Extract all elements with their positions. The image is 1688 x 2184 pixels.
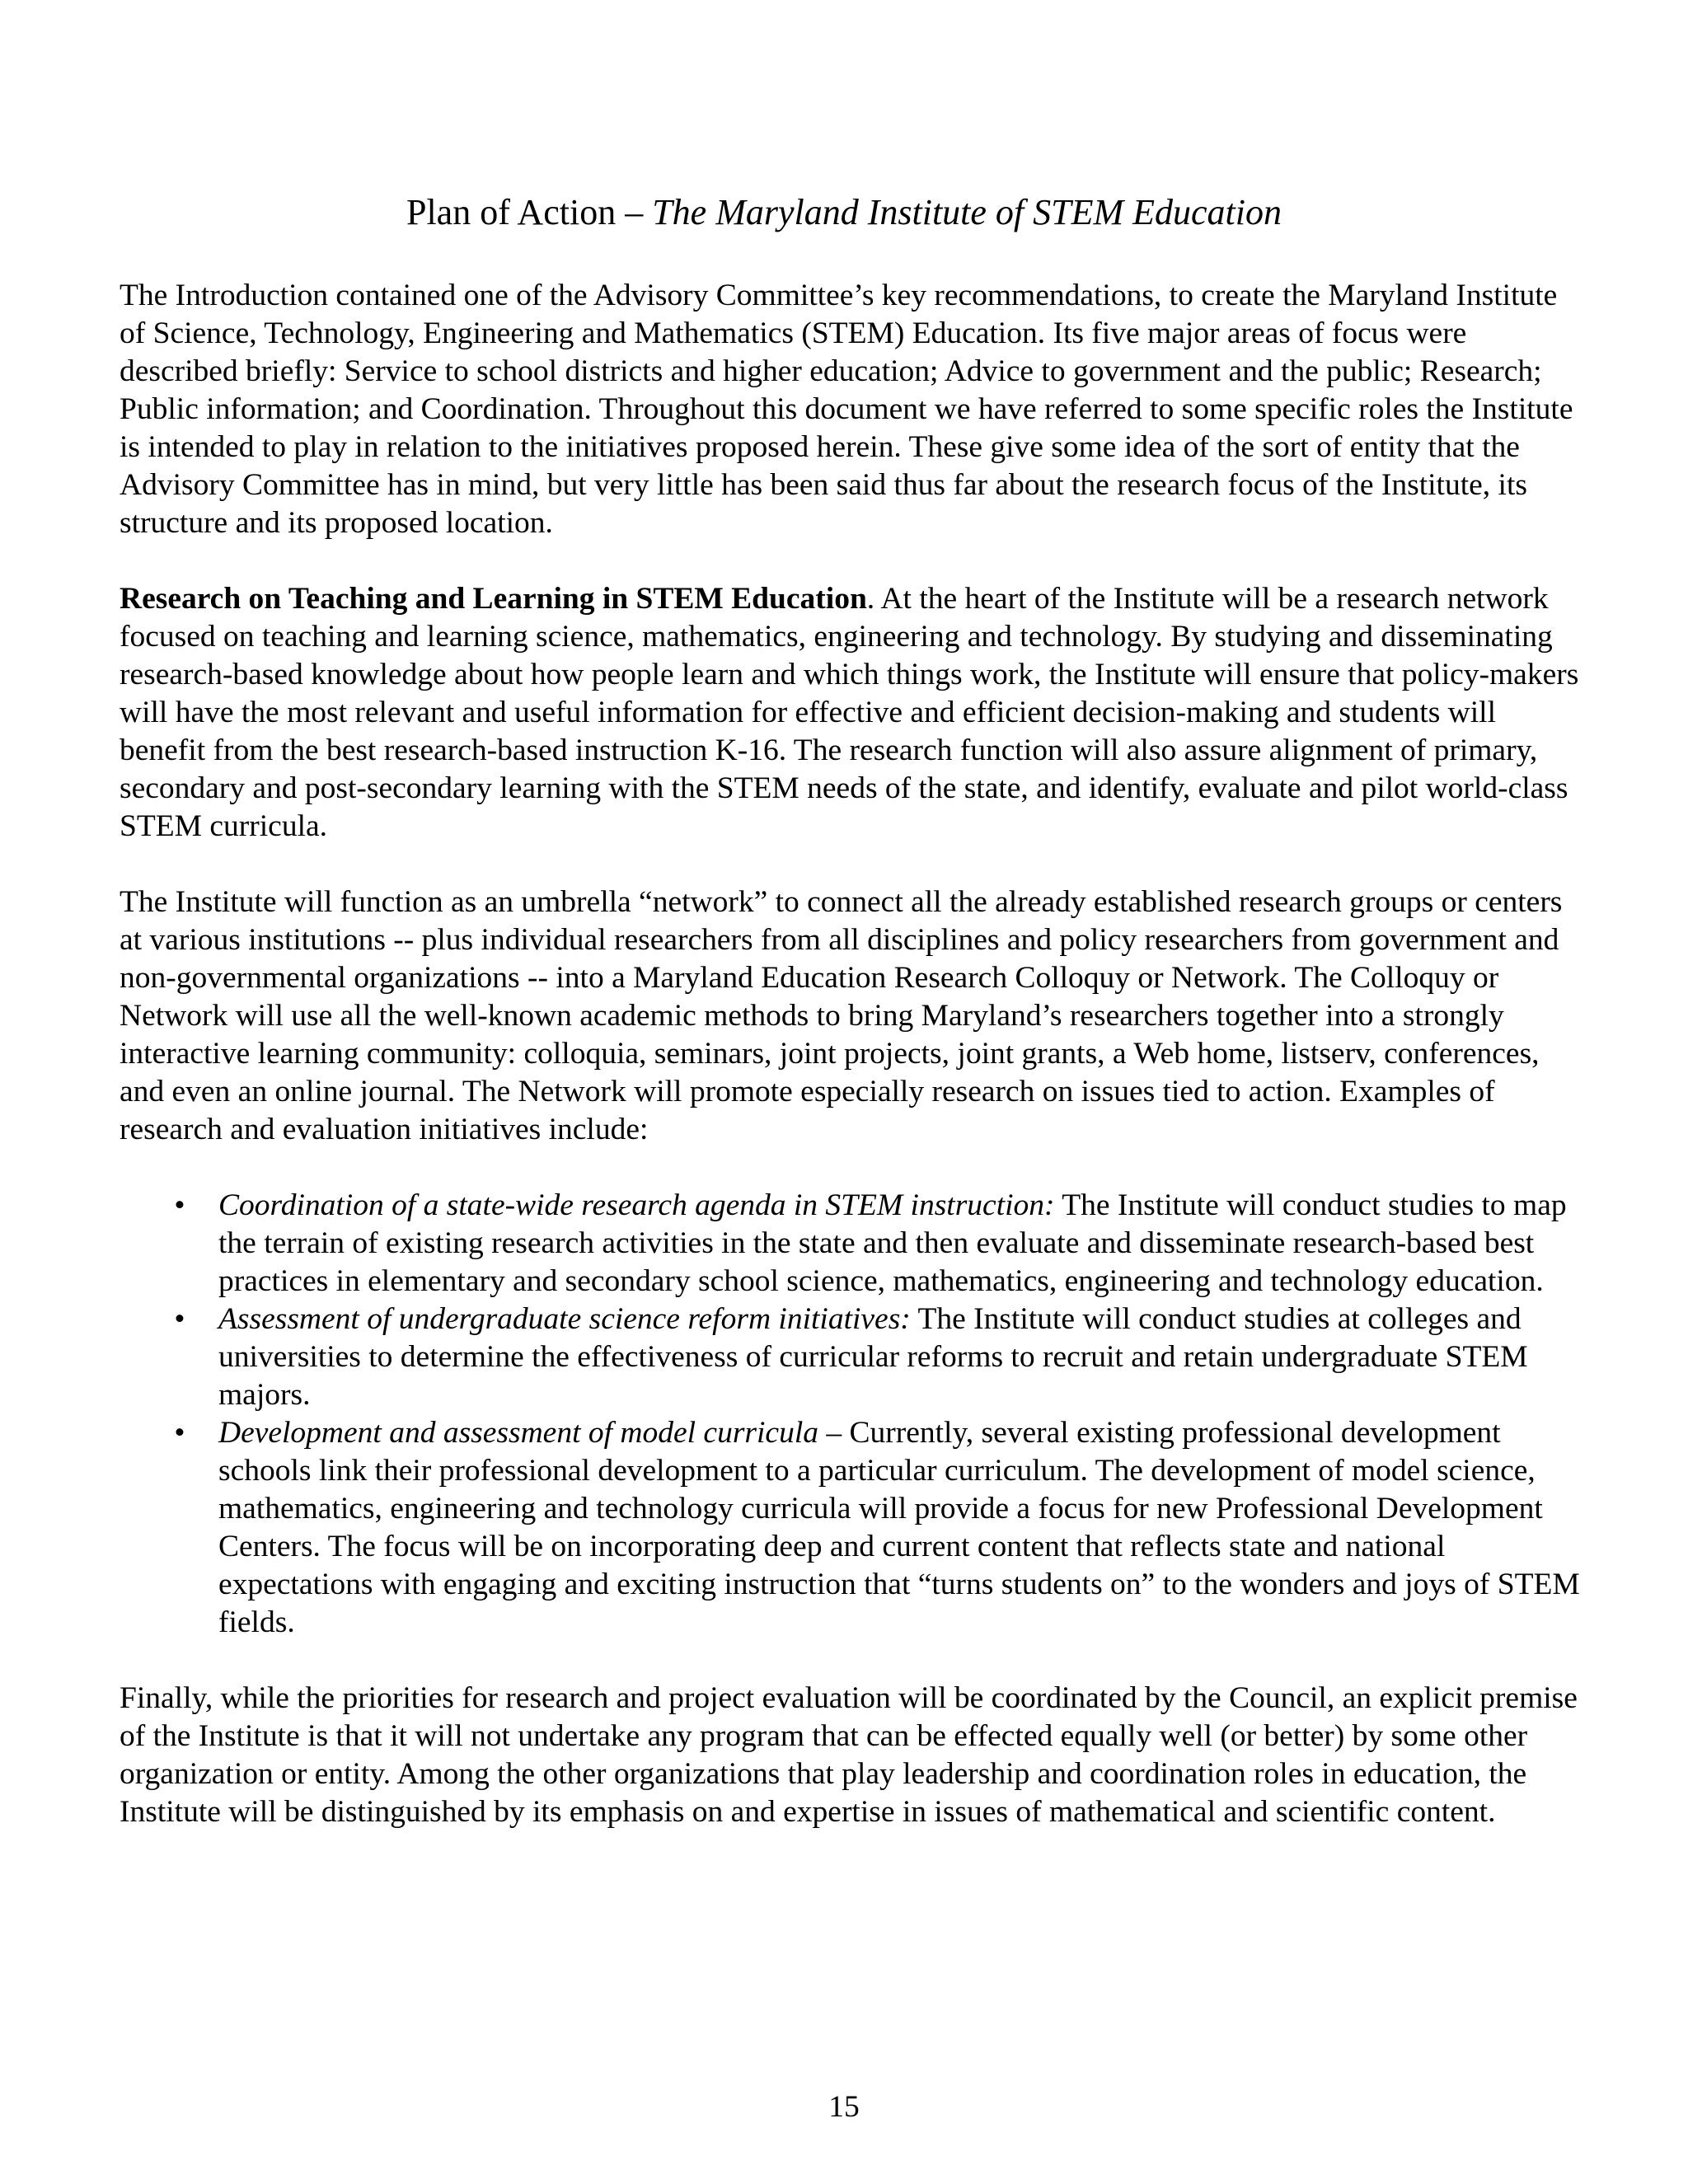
list-item (120, 1414, 1582, 1642)
list-item-lead: Development and assessment of model curricula (218, 1416, 818, 1450)
list-item-text: – Currently, several existing professional development schools link their professional development to a particular curriculum. The development of model science, mathematics, engineering and technology curricula will provide a focus for new Professional Development Centers. The focus will be on incorporating deep and current content that reflects state and national expectations with engaging and exciting instruction that “turns students on” to the wonders and joys of STEM fields. (218, 1416, 1580, 1639)
list-item-lead: Coordination of a state-wide research agenda in STEM instruction: (218, 1188, 1055, 1222)
intro-paragraph: The Introduction contained one of the Advisory Committee’s key recommendations, to create the Maryland Institute of Science, Technology, Engineering and Mathematics (STEM) Education. Its five major areas of focus were described briefly: Service to school districts and higher education; Advice to government and the public; Research; Public information; and Coordination. Throughout this document we have referred to some specific roles the Institute is intended to play in relation to the initiatives proposed herein. These give some idea of the sort of entity that the Advisory Committee has in mind, but very little has been said thus far about the research focus of the Institute, its structure and its proposed location. (120, 279, 1573, 540)
page-title-italic: The Maryland Institute of STEM Education (652, 192, 1282, 232)
network-paragraph: The Institute will function as an umbrella “network” to connect all the already established research groups or centers at various institutions -- plus individual researchers from all disciplines and policy researchers from government and non-governmental organizations -- into a Maryland Education Research Colloquy or Network. The Colloquy or Network will use all the well-known academic methods to bring Maryland’s researchers together into a strongly interactive learning community: colloquia, seminars, joint projects, joint grants, a Web home, listserv, conferences, and even an online journal. The Network will promote especially research on issues tied to action. Examples of research and evaluation initiatives include: (120, 885, 1563, 1146)
bullet-icon: • (174, 1416, 185, 1450)
research-heading: Research on Teaching and Learning in STEM Education (120, 582, 867, 616)
research-body: . At the heart of the Institute will be a research network focused on teaching and learning science, mathematics, engineering and technology. By studying and disseminating research-based knowledge about how people learn and which things work, the Institute will ensure that policy-makers will have the most relevant and useful information for effective and efficient decision-making and students will benefit from the best research-based instruction K-16. The research function will also assure alignment of primary, secondary and post-secondary learning with the STEM needs of the state, and identify, evaluate and pilot world-class STEM curricula. (120, 582, 1579, 843)
document-body (120, 277, 1582, 1869)
list-item-text: The Institute will conduct studies at colleges and universities to determine the effectiveness of curricular reforms to recruit and retain undergraduate STEM majors. (218, 1302, 1528, 1412)
page-number: 15 (828, 2090, 860, 2124)
page-title-plain: Plan of Action – (406, 192, 653, 232)
list-item (120, 1187, 1582, 1301)
bullet-icon: • (174, 1302, 185, 1336)
page-title (0, 191, 1688, 235)
list-item (120, 1301, 1582, 1414)
initiatives-list (120, 1187, 1582, 1642)
research-paragraph (120, 580, 1582, 846)
list-item-lead: Assessment of undergraduate science reform initiatives: (218, 1302, 911, 1336)
bullet-icon: • (174, 1188, 185, 1222)
list-item-text: The Institute will conduct studies to map the terrain of existing research activities in the state and then evaluate and disseminate research-based best practices in elementary and secondary school science, mathematics, engineering and technology education. (218, 1188, 1567, 1298)
final-paragraph: Finally, while the priorities for research and project evaluation will be coordinated by the Council, an explicit premise of the Institute is that it will not undertake any program that can be effected equally well (or better) by some other organization or entity. Among the other organizations that play leadership and coordination roles in education, the Institute will be distinguished by its emphasis on and expertise in issues of mathematical and scientific content. (120, 1681, 1578, 1829)
